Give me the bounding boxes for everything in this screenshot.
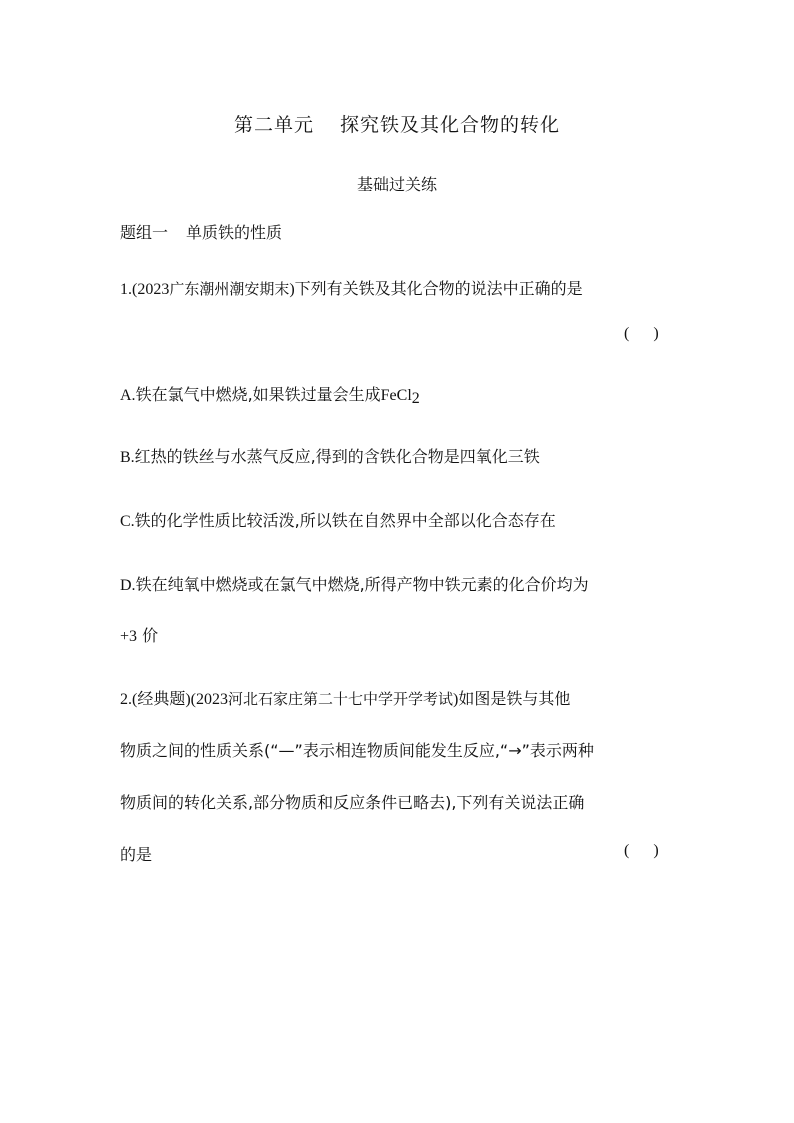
q2-source: 河北石家庄第二十七中学开学考试 (228, 690, 454, 708)
group-label: 题组一 (120, 223, 169, 242)
title-part-1: 第二单元 (233, 114, 314, 136)
q1-option-a (120, 382, 420, 408)
q1-option-d-text: 铁在纯氧中燃烧或在氯气中燃烧,所得产物中铁元素的化合价均为 (135, 575, 589, 594)
question-1-stem (120, 276, 583, 299)
q2-stem-text: 如图是铁与其他 (458, 689, 571, 708)
q1-option-c-text: 铁的化学性质比较活泼,所以铁在自然界中全部以化合态存在 (134, 511, 556, 530)
q2-tag: 经典题 (137, 689, 186, 708)
q1-option-d-continued (120, 623, 158, 646)
q1-option-c-label: C. (120, 513, 135, 530)
q2-stem-line-3: 物质间的转化关系,部分物质和反应条件已略去),下列有关说法正确 (120, 793, 585, 812)
question-2-stem (120, 686, 570, 709)
q1-option-b (120, 444, 540, 467)
q1-stem-text: 下列有关铁及其化合物的说法中正确的是 (294, 279, 583, 298)
q2-year: )(2023 (185, 691, 228, 708)
q1-option-d (120, 572, 589, 595)
q1-answer-bracket: ( ) (624, 325, 659, 342)
q1-number: 1.(2023 (120, 281, 170, 298)
q1-option-d-label: D. (120, 577, 136, 594)
page-title (0, 110, 794, 137)
q2-source-close: ) (453, 691, 459, 708)
q2-stem-line-2: 物质之间的性质关系(“—”表示相连物质间能发生反应,“→”表示两种 (120, 741, 594, 760)
q2-number: 2.( (120, 691, 138, 708)
section-subtitle: 基础过关练 (356, 175, 437, 194)
group-name: 单质铁的性质 (186, 223, 283, 242)
q1-option-c (120, 508, 556, 531)
question-group-heading (120, 220, 282, 243)
q1-option-d-valence: +3 (120, 628, 138, 645)
q2-stem-line-4: 的是 (120, 845, 153, 864)
q1-option-b-label: B. (120, 449, 135, 466)
q1-option-a-label: A. (120, 387, 136, 404)
q2-answer-bracket: ( ) (624, 842, 659, 859)
q1-option-a-text: 铁在氯气中燃烧,如果铁过量会生成 (135, 385, 381, 404)
q1-source: 广东潮州潮安期末 (169, 280, 290, 298)
q1-option-a-subscript: 2 (411, 390, 420, 407)
q1-option-b-text: 红热的铁丝与水蒸气反应,得到的含铁化合物是四氧化三铁 (134, 447, 540, 466)
title-part-2: 探究铁及其化合物的转化 (340, 114, 561, 136)
q1-option-d-unit: 价 (137, 626, 159, 645)
q1-source-close: ) (289, 281, 295, 298)
q1-option-a-formula: FeCl (380, 387, 412, 404)
